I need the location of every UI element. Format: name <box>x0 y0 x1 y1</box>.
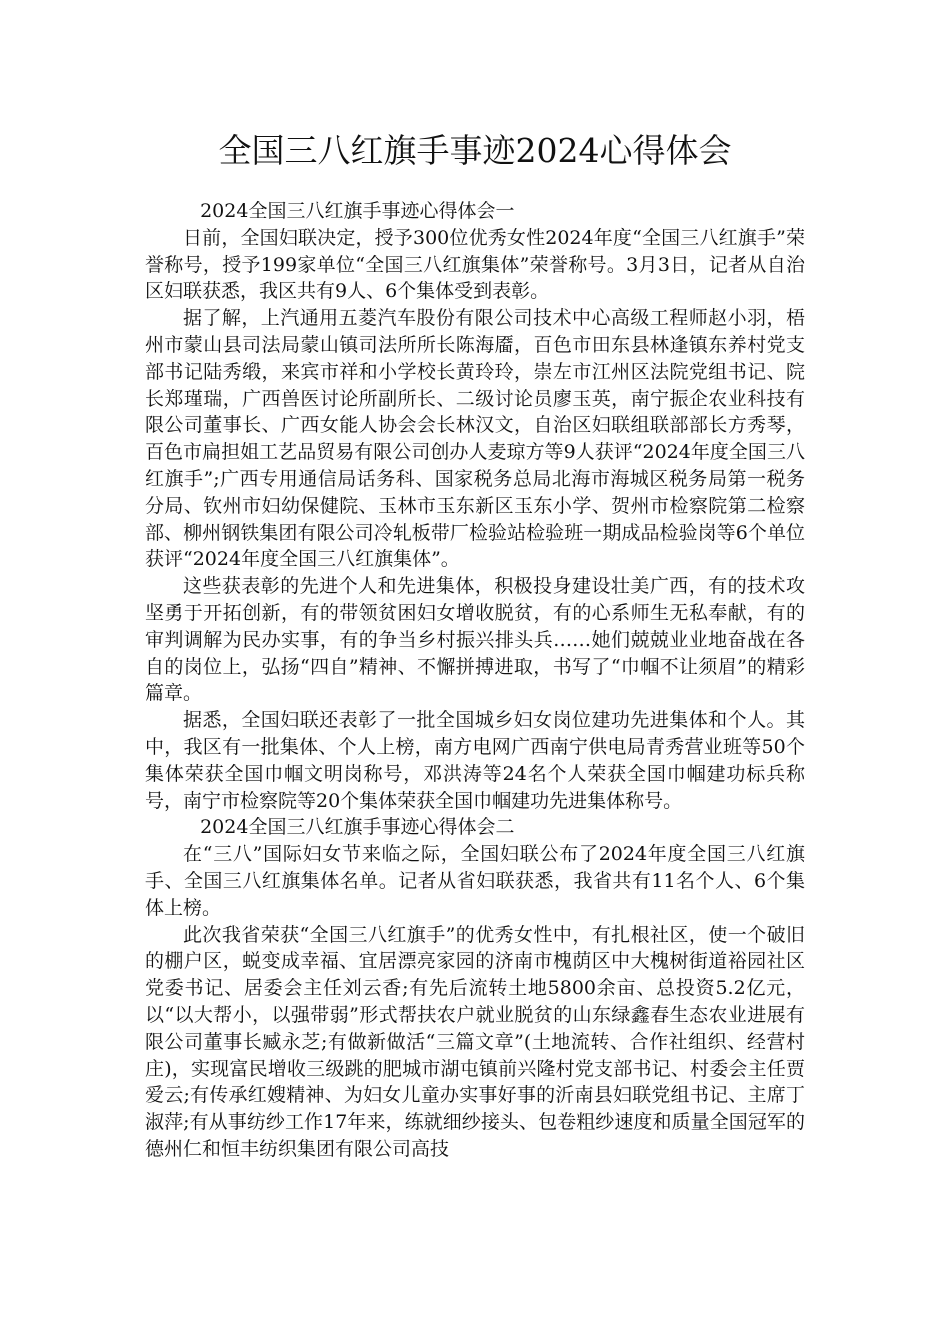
paragraph: 在“三八”国际妇女节来临之际，全国妇联公布了2024年度全国三八红旗手、全国三八红旗集体名单。记者从省妇联获悉，我省共有11名个人、6个集体上榜。 <box>145 843 805 919</box>
document-title: 全国三八红旗手事迹2024心得体会 <box>218 131 732 170</box>
paragraph: 日前，全国妇联决定，授予300位优秀女性2024年度“全国三八红旗手”荣誉称号，授予199家单位“全国三八红旗集体”荣誉称号。3月3日，记者从自治区妇联获悉，我区共有9人、6个集体受到表彰。 <box>145 226 805 303</box>
paragraph: 据悉，全国妇联还表彰了一批全国城乡妇女岗位建功先进集体和个人。其中，我区有一批集体、个人上榜，南方电网广西南宁供电局青秀营业班等50个集体荣获全国巾帼文明岗称号，邓洪涛等24名个人荣获全国巾帼建功标兵称号，南宁市检察院等20个集体荣获全国巾帼建功先进集体称号。 <box>145 709 805 812</box>
paragraph: 据了解，上汽通用五菱汽车股份有限公司技术中心高级工程师赵小羽，梧州市蒙山县司法局蒙山镇司法所所长陈海靥，百色市田东县林逢镇东养村党支部书记陆秀缎，来宾市祥和小学校长黄玲玲，崇左市江州区法院党组书记、院长郑瑾瑞，广西兽医讨论所副所长、二级讨论员廖玉英，南宁振企农业科技有限公司董事长、广西女能人协会会长林汉文，自治区妇联组联部部长方秀琴，百色市扁担姐工艺品贸易有限公司创办人麦琼方等9人获评“2024年度全国三八红旗手”;广西专用通信局话务科、国家税务总局北海市海城区税务局第一税务分局、钦州市妇幼保健院、玉林市玉东新区玉东小学、贺州市检察院第二检察部、柳州钢铁集团有限公司冷轧板带厂检验站检验班一期成品检验岗等6个单位获评“2024年度全国三八红旗集体”。 <box>145 307 805 571</box>
paragraph: 此次我省荣获“全国三八红旗手”的优秀女性中，有扎根社区，使一个破旧的棚户区，蜕变成幸福、宜居漂亮家园的济南市槐荫区中大槐树街道裕园社区党委书记、居委会主任刘云香;有先后流转土地5800余亩、总投资5.2亿元，以“以大帮小，以强带弱”形式帮扶农户就业脱贫的山东绿鑫春生态农业进展有限公司董事长臧永芝;有做新做活“三篇文章”(土地流转、合作社组织、经营村庄)，实现富民增收三级跳的肥城市湖屯镇前兴隆村党支部书记、村委会主任贾爱云;有传承红嫂精神、为妇女儿童办实事好事的沂南县妇联党组书记、主席丁淑萍;有从事纺纱工作17年来，练就细纱接头、包卷粗纱速度和质量全国冠军的德州仁和恒丰纺织集团有限公司高技 <box>145 923 805 1160</box>
section-heading-1: 2024全国三八红旗手事迹心得体会一 <box>200 200 515 222</box>
section-heading-2: 2024全国三八红旗手事迹心得体会二 <box>200 816 515 839</box>
paragraph: 这些获表彰的先进个人和先进集体，积极投身建设壮美广西，有的技术攻坚勇于开拓创新，有的带领贫困妇女增收脱贫，有的心系师生无私奉献，有的审判调解为民办实事，有的争当乡村振兴排头兵……她们兢兢业业地奋战在各自的岗位上，弘扬“四自”精神、不懈拼搏进取，书写了“巾帼不让须眉”的精彩篇章。 <box>145 575 805 705</box>
document-body <box>145 198 805 1163</box>
